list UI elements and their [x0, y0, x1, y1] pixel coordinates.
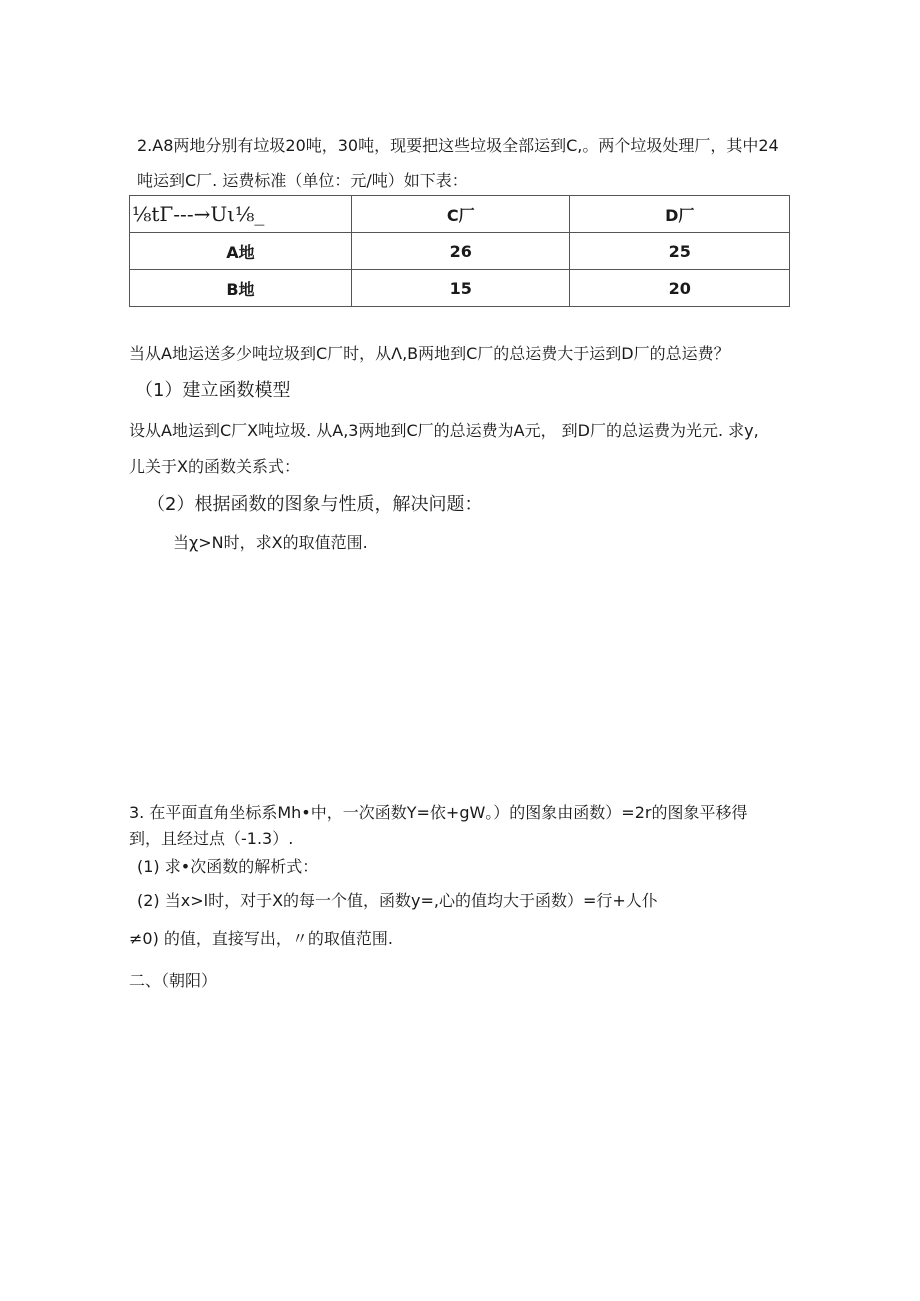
section-footer: 二、（朝阳） — [129, 971, 218, 990]
table-cell: 15 — [351, 270, 570, 307]
part-1-heading: （1）建立函数模型 — [135, 380, 291, 401]
table-corner-header: ⅛tΓ---→Uι⅛_ — [130, 196, 352, 233]
table-row — [130, 233, 790, 270]
part-2-heading: （2）根据函数的图象与性质，解决问题： — [147, 494, 483, 515]
table-header-d-factory: D厂 — [570, 196, 790, 233]
table-cell: 25 — [570, 233, 790, 270]
table-header-row — [130, 196, 790, 233]
problem-3-sub-2-cont: ≠0) 的值，直接写出，〃的取值范围. — [129, 929, 394, 948]
problem-3-line-2: 到，且经过点（-1.3）. — [129, 829, 294, 848]
table-cell: 20 — [570, 270, 790, 307]
table-row-label: B地 — [130, 270, 352, 307]
problem-3-line-1: 3. 在平面直角坐标系Mh•中，一次函数Y=依+gW。）的图象由函数）=2r的图象平移得 — [129, 803, 748, 822]
table-header-c-factory: C厂 — [351, 196, 570, 233]
table-row — [130, 270, 790, 307]
part-2-line: 当χ>N时，求X的取值范围. — [173, 533, 368, 552]
freight-rate-table — [129, 195, 790, 307]
problem-2-question: 当从A地运送多少吨垃圾到C厂时，从Λ,B两地到C厂的总运费大于运到D厂的总运费？ — [129, 344, 730, 363]
problem-2-line-2: 吨运到C厂. 运费标准（单位：元/吨）如下表： — [137, 171, 468, 190]
problem-3-sub-2: (2) 当x>l时，对于X的每一个值，函数y=,心的值均大于函数）=行+人仆 — [137, 891, 658, 910]
problem-2-line-1: 2.A8两地分别有垃圾20吨，30吨，现要把这些垃圾全部运到C,。两个垃圾处理厂，其中24 — [137, 136, 779, 155]
problem-3-sub-1: (1) 求•次函数的解析式： — [137, 857, 319, 876]
table-row-label: A地 — [130, 233, 352, 270]
table-cell: 26 — [351, 233, 570, 270]
part-1-line-2: 儿关于X的函数关系式： — [129, 457, 300, 476]
part-1-line-1: 设从A地运到C厂X吨垃圾. 从A,3两地到C厂的总运费为A元， 到D厂的总运费为光元. 求y, — [129, 421, 759, 440]
